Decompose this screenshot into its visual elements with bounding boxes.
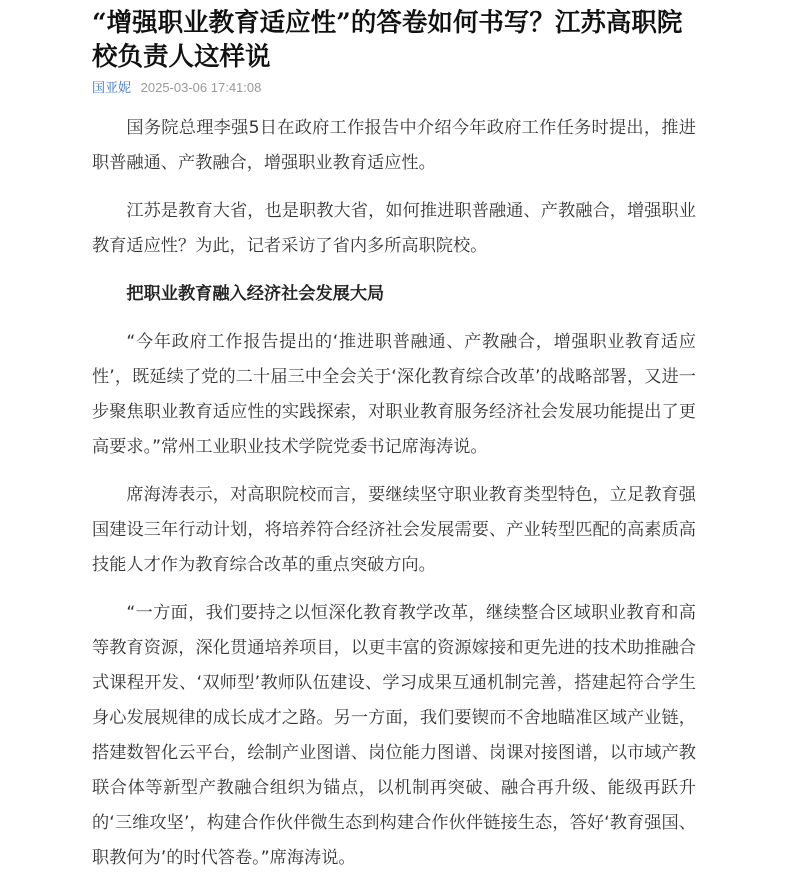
article-meta xyxy=(92,79,696,97)
section-heading: 把职业教育融入经济社会发展大局 xyxy=(126,284,385,304)
article-body xyxy=(92,111,696,876)
paragraph: “一方面，我们要持之以恒深化教育教学改革，继续整合区域职业教育和高等教育资源，深化贯通培养项目，以更丰富的资源嫁接和更先进的技术助推融合式课程开发、‘双师型’教师队伍建设、学习成果互通机制完善，搭建起符合学生身心发展规律的成长成才之路。另一方面，我们要锲而不舍地瞄准区域产业链，搭建数智化云平台，绘制产业图谱、岗位能力图谱、岗课对接图谱，以市域产教联合体等新型产教融合组织为锚点，以机制再突破、融合再升级、能级再跃升的‘三维攻坚’，构建合作伙伴微生态到构建合作伙伴链接生态，答好‘教育强国、职教何为’的时代答卷。”席海涛说。 xyxy=(92,603,696,868)
paragraph: 江苏是教育大省，也是职教大省，如何推进职普融通、产教融合，增强职业教育适应性？为此，记者采访了省内多所高职院校。 xyxy=(92,201,696,256)
article xyxy=(92,6,696,889)
paragraph: 席海涛表示，对高职院校而言，要继续坚守职业教育类型特色，立足教育强国建设三年行动计划，将培养符合经济社会发展需要、产业转型匹配的高素质高技能人才作为教育综合改革的重点突破方向。 xyxy=(92,485,696,575)
paragraph: “今年政府工作报告提出的‘推进职普融通、产教融合，增强职业教育适应性’，既延续了党的二十届三中全会关于‘深化教育综合改革’的战略部署，又进一步聚焦职业教育适应性的实践探索，对职业教育服务经济社会发展功能提出了更高要求。”常州工业职业技术学院党委书记席海涛说。 xyxy=(92,332,696,457)
article-title: “增强职业教育适应性”的答卷如何书写？江苏高职院校负责人这样说 xyxy=(92,8,683,72)
paragraph: 国务院总理李强5日在政府工作报告中介绍今年政府工作任务时提出，推进职普融通、产教融合，增强职业教育适应性。 xyxy=(92,118,696,173)
author-link[interactable]: 国亚妮 xyxy=(92,80,132,95)
publish-time: 2025-03-06 17:41:08 xyxy=(140,80,262,95)
